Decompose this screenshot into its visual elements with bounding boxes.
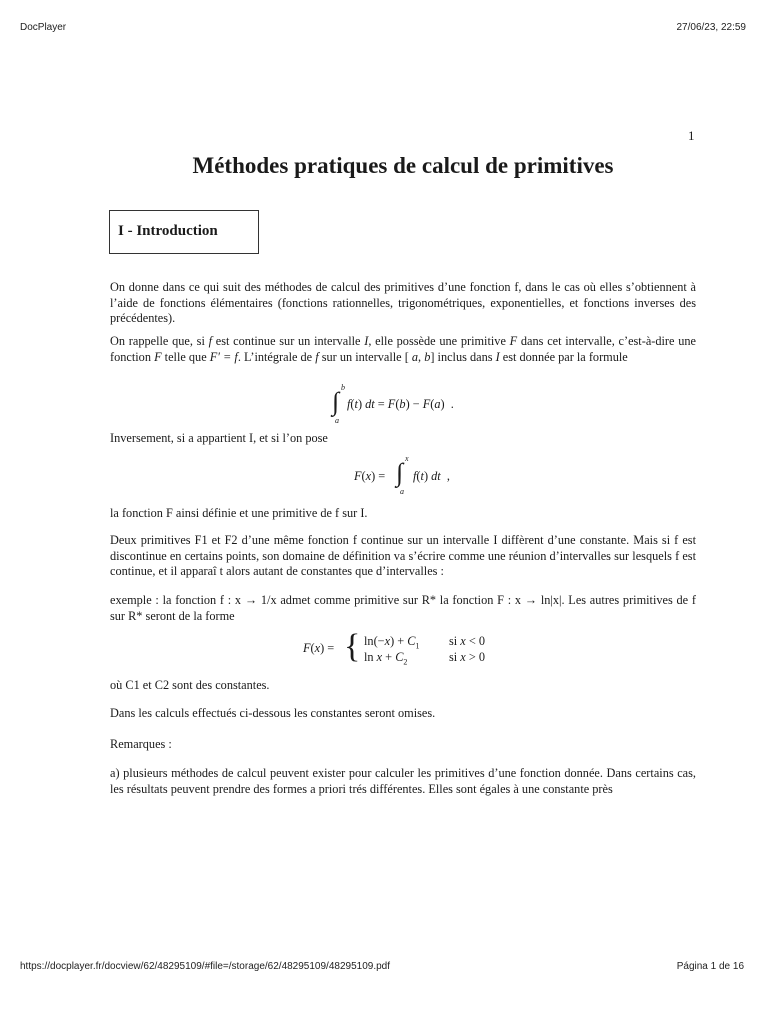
paragraph-remark-a: a) plusieurs méthodes de calcul peuvent exister pour calculer les primitives d’une fonction donnée. Dans certains cas, les résultats peuvent prendre des formes a priori trés différentes. Elles sont égales à une constante près: [110, 766, 696, 796]
page-number: 1: [688, 128, 695, 143]
page-title: Méthodes pratiques de calcul de primitives: [192, 153, 614, 178]
paragraph-inversely: Inversement, si a appartient I, et si l’on pose: [110, 431, 328, 445]
print-datetime: 27/06/23, 22:59: [676, 22, 746, 33]
paragraph-constants-c1c2: où C1 et C2 sont des constantes.: [110, 678, 270, 692]
paragraph-omitted: Dans les calculs effectués ci-dessous les constantes seront omises.: [110, 706, 436, 720]
page-url: https://docplayer.fr/docview/62/48295109/#file=/storage/62/48295109/48295109.pdf: [20, 961, 391, 972]
paragraph-defined: la fonction F ainsi définie et une primitive de f sur I.: [110, 506, 368, 520]
section-heading: I - Introduction: [118, 223, 218, 239]
page-indicator: Página 1 de 16: [676, 961, 744, 972]
section-box: [109, 210, 259, 254]
paragraph-example: exemple : la fonction f : x → 1/x admet comme primitive sur R* la fonction F : x → ln|x|. Les autres primitives de f sur R* seront de la forme: [110, 593, 696, 623]
paragraph-intro: On donne dans ce qui suit des méthodes de calcul des primitives d’une fonction f, dans le cas où elles s’obtiennent à l’aide de fonctions élémentaires (fonctions rationnelles, trigonométriques, exponentielles, et fonctions inverses des précédentes).: [110, 280, 696, 325]
browser-title: DocPlayer: [20, 22, 67, 33]
remarks-heading: Remarques :: [110, 737, 172, 751]
paragraph-recall: On rappelle que, si f est continue sur un intervalle I, elle possède une primitive F dans cet intervalle, c’est-à-dire une fonction F telle que F′ = f. L’intégrale de f sur un intervalle [ a, b] inclus dans I est donnée par la formule: [110, 334, 696, 364]
paragraph-constants: Deux primitives F1 et F2 d’une même fonction f continue sur un intervalle I diffèrent d’une constante. Mais si f est discontinue en certains points, son domaine de définition va s’écrire comme une réunion d’intervalles sur lesquels f est continue, et il apparaî t alors autant de constantes que d’intervalles :: [110, 533, 696, 578]
